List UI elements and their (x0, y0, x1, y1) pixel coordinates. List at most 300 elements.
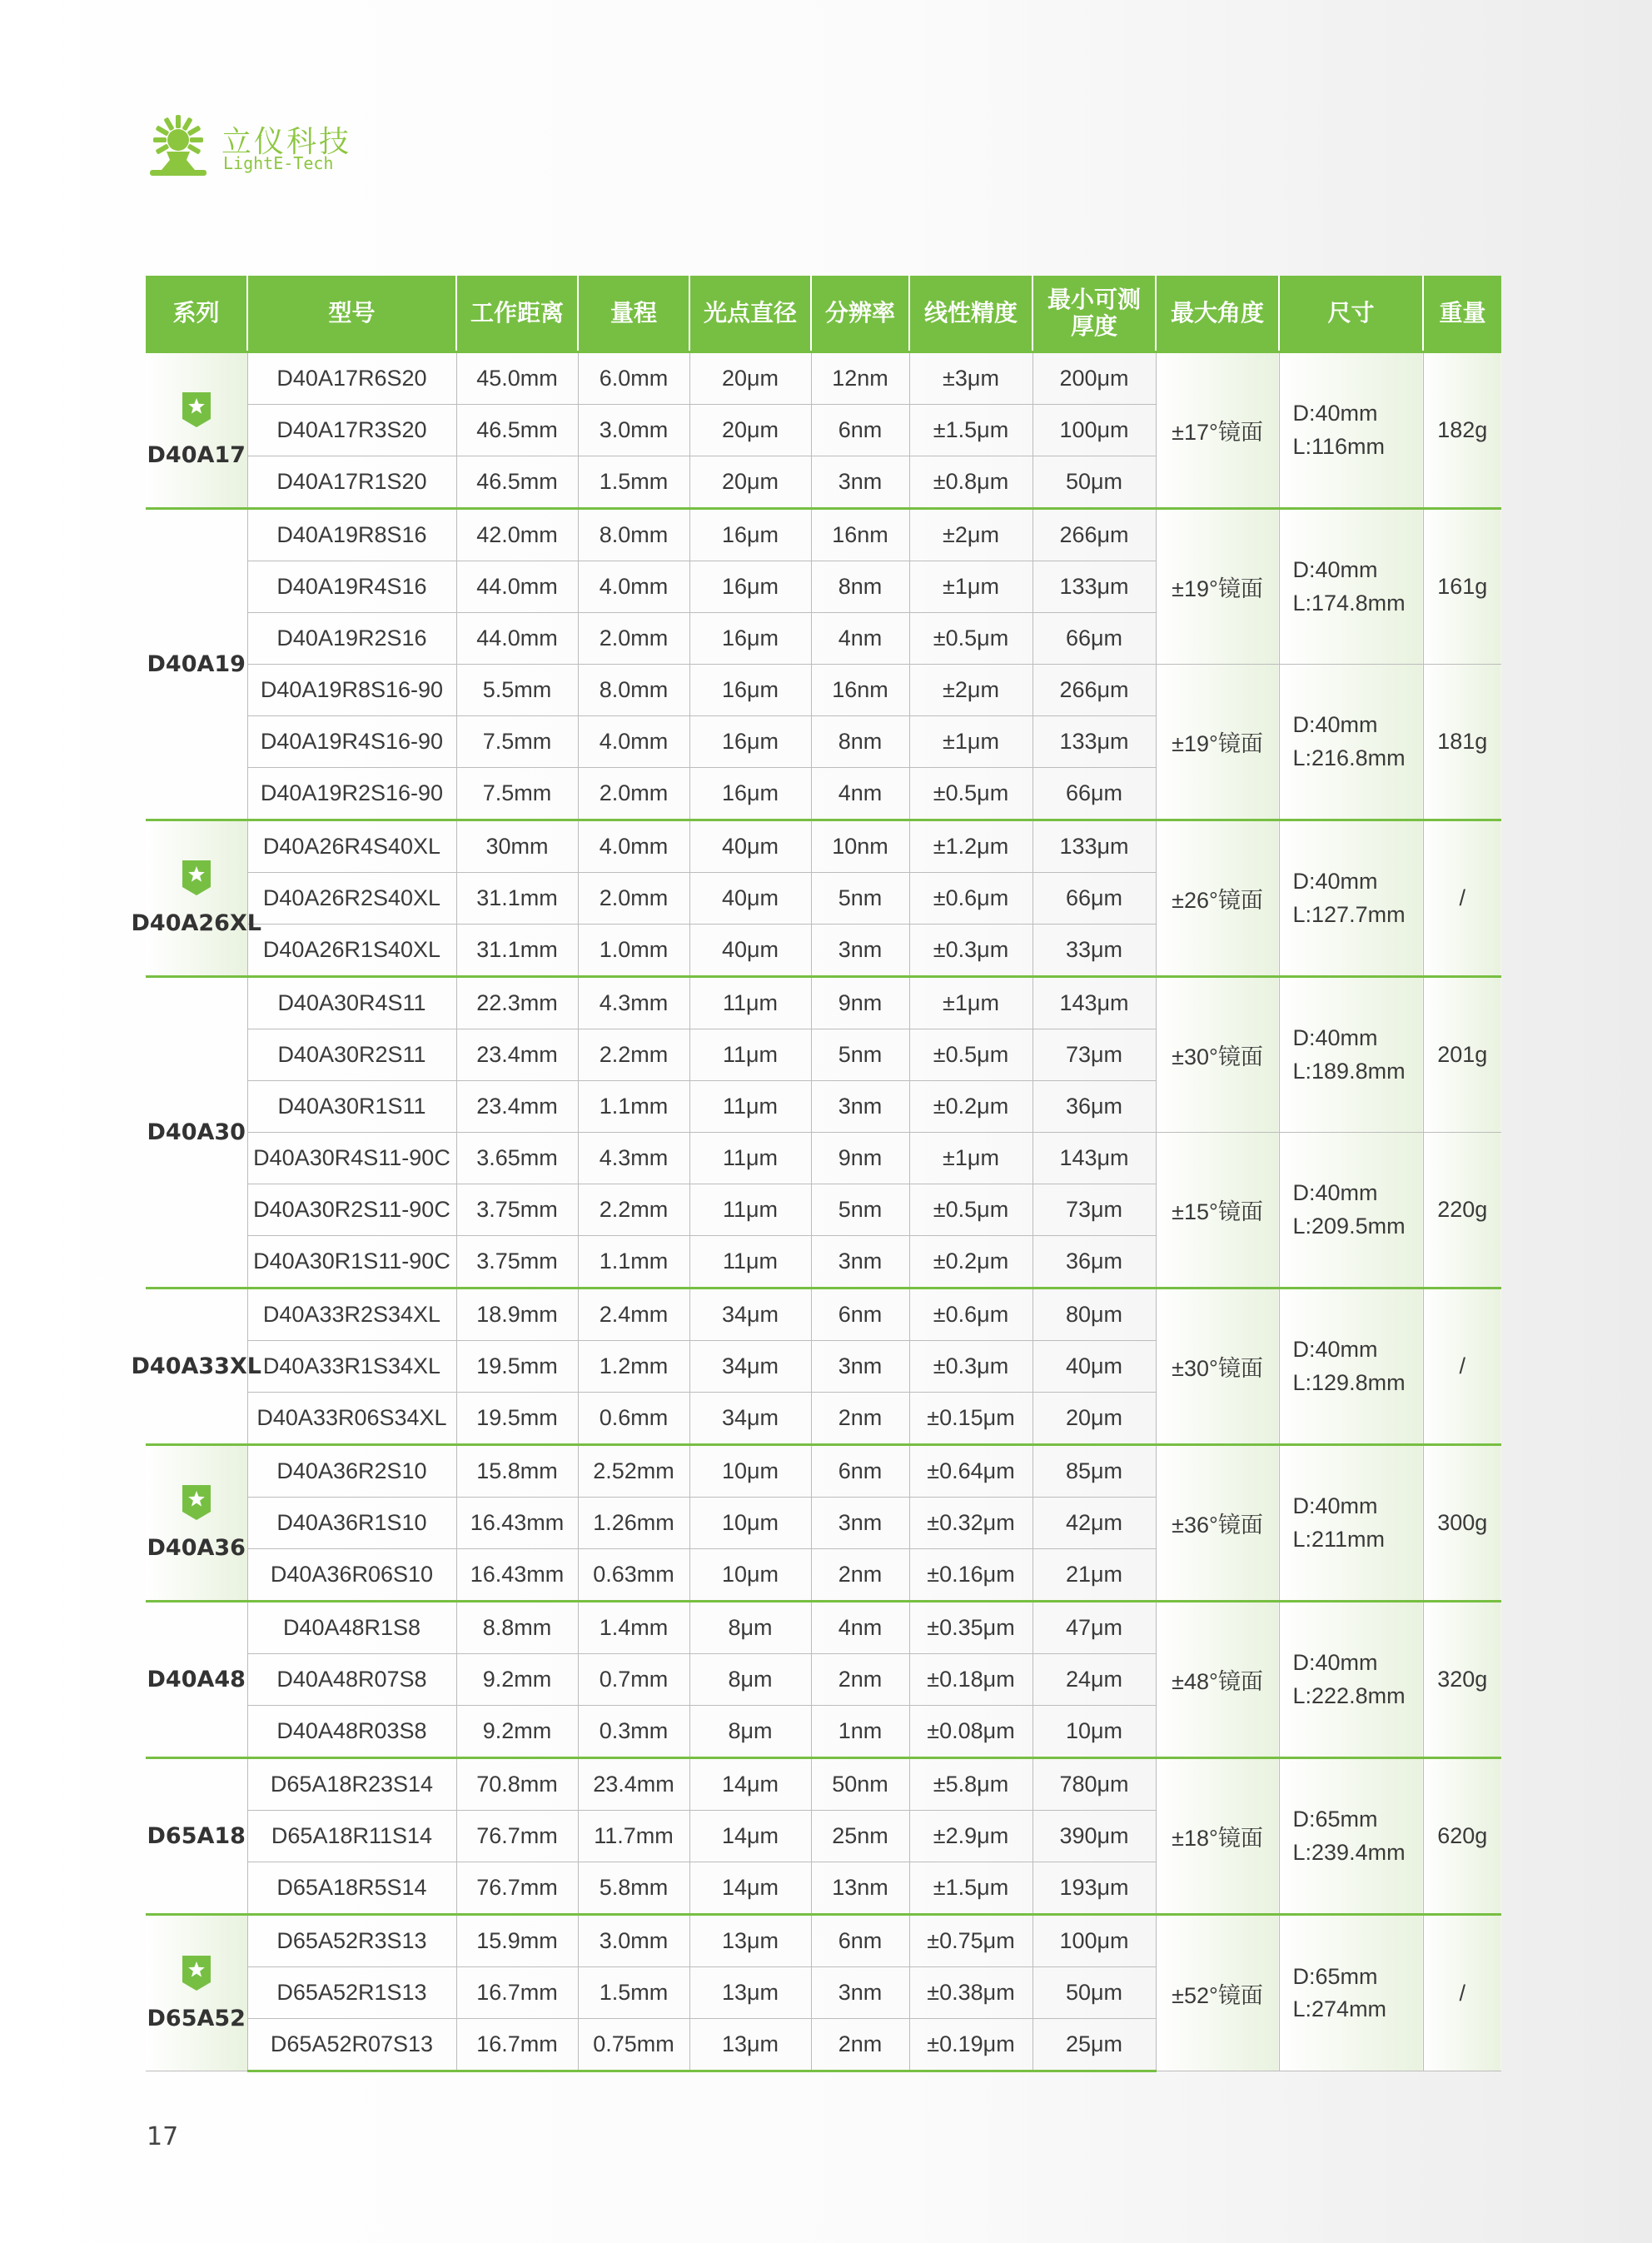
spot-diameter-cell: 13μm (689, 1967, 811, 2019)
range-cell: 1.2mm (578, 1341, 689, 1393)
linearity-cell: ±0.6μm (909, 873, 1032, 925)
header-series: 系列 (146, 276, 247, 352)
series-cell (131, 820, 261, 977)
series-cell (146, 1915, 247, 2071)
weight-cell: 320g (1423, 1602, 1501, 1758)
spot-diameter-cell: 16μm (689, 665, 811, 716)
series-name: D40A33XL (131, 1353, 261, 1379)
header-model: 型号 (247, 276, 456, 352)
min-thickness-cell: 193μm (1032, 1862, 1156, 1915)
header-size: 尺寸 (1279, 276, 1423, 352)
spot-diameter-cell: 34μm (689, 1341, 811, 1393)
min-thickness-cell: 10μm (1032, 1706, 1156, 1758)
sensor-spec-table (131, 276, 1501, 2072)
header-min-thickness-line1: 最小可测 (1047, 285, 1141, 313)
range-cell: 0.6mm (578, 1393, 689, 1445)
size-length: L:216.8mm (1292, 745, 1406, 770)
linearity-cell: ±0.64μm (909, 1445, 1032, 1498)
resolution-cell: 3nm (811, 1967, 909, 2019)
spot-diameter-cell: 8μm (689, 1602, 811, 1654)
series-cell (146, 1758, 247, 1915)
min-thickness-cell: 47μm (1032, 1602, 1156, 1654)
max-angle-cell: ±30°镜面 (1156, 977, 1279, 1133)
max-angle-cell: ±36°镜面 (1156, 1445, 1279, 1602)
model-cell: D40A30R2S11 (247, 1029, 456, 1081)
spot-diameter-cell: 13μm (689, 2019, 811, 2071)
working-distance-cell: 16.7mm (456, 1967, 578, 2019)
range-cell: 23.4mm (578, 1758, 689, 1811)
spot-diameter-cell: 16μm (689, 509, 811, 561)
size-length: L:127.7mm (1292, 901, 1406, 927)
resolution-cell: 10nm (811, 820, 909, 873)
range-cell: 2.0mm (578, 873, 689, 925)
star-badge-icon (182, 392, 211, 427)
range-cell: 5.8mm (578, 1862, 689, 1915)
model-cell: D40A19R2S16 (247, 613, 456, 665)
max-angle-cell: ±52°镜面 (1156, 1915, 1279, 2071)
weight-cell: 220g (1423, 1133, 1501, 1288)
weight-cell: / (1423, 1915, 1501, 2071)
size-diameter: D:40mm (1292, 869, 1378, 895)
max-angle-cell: ±19°镜面 (1156, 665, 1279, 820)
size-diameter: D:40mm (1292, 1337, 1378, 1363)
model-cell: D40A19R4S16-90 (247, 716, 456, 768)
range-cell: 3.0mm (578, 405, 689, 456)
series-name: D40A30 (147, 1119, 246, 1145)
range-cell: 11.7mm (578, 1811, 689, 1862)
table-row (146, 509, 1501, 561)
header-min-thickness-line2: 厚度 (1070, 312, 1117, 340)
model-cell: D65A52R3S13 (247, 1915, 456, 1967)
resolution-cell: 8nm (811, 716, 909, 768)
spot-diameter-cell: 11μm (689, 1081, 811, 1133)
size-cell (1279, 1133, 1423, 1288)
resolution-cell: 4nm (811, 1602, 909, 1654)
size-cell (1279, 665, 1423, 820)
size-cell (1279, 352, 1423, 509)
spot-diameter-cell: 14μm (689, 1862, 811, 1915)
range-cell: 1.4mm (578, 1602, 689, 1654)
resolution-cell: 2nm (811, 1549, 909, 1602)
min-thickness-cell: 36μm (1032, 1236, 1156, 1288)
header-spot-diameter: 光点直径 (689, 276, 811, 352)
model-cell: D40A30R1S11 (247, 1081, 456, 1133)
min-thickness-cell: 66μm (1032, 873, 1156, 925)
min-thickness-cell: 20μm (1032, 1393, 1156, 1445)
min-thickness-cell: 50μm (1032, 1967, 1156, 2019)
resolution-cell: 6nm (811, 1445, 909, 1498)
range-cell: 1.26mm (578, 1498, 689, 1549)
page-number: 17 (147, 2122, 179, 2151)
resolution-cell: 6nm (811, 1915, 909, 1967)
range-cell: 0.63mm (578, 1549, 689, 1602)
weight-cell: 300g (1423, 1445, 1501, 1602)
working-distance-cell: 3.65mm (456, 1133, 578, 1184)
working-distance-cell: 30mm (456, 820, 578, 873)
table-row (146, 1758, 1501, 1811)
min-thickness-cell: 133μm (1032, 561, 1156, 613)
star-badge-icon (182, 1485, 211, 1520)
model-cell: D65A52R1S13 (247, 1967, 456, 2019)
min-thickness-cell: 780μm (1032, 1758, 1156, 1811)
working-distance-cell: 76.7mm (456, 1811, 578, 1862)
resolution-cell: 25nm (811, 1811, 909, 1862)
table-row (146, 352, 1501, 405)
table-row (146, 1288, 1501, 1341)
resolution-cell: 6nm (811, 1288, 909, 1341)
min-thickness-cell: 40μm (1032, 1341, 1156, 1393)
spot-diameter-cell: 20μm (689, 405, 811, 456)
size-diameter: D:40mm (1292, 1650, 1378, 1676)
table-header-row (146, 276, 1501, 352)
size-length: L:189.8mm (1292, 1058, 1406, 1084)
weight-cell: 620g (1423, 1758, 1501, 1915)
resolution-cell: 9nm (811, 1133, 909, 1184)
star-badge-icon (182, 1956, 211, 1991)
range-cell: 2.0mm (578, 768, 689, 820)
size-cell (1279, 509, 1423, 665)
series-name: D65A18 (147, 1823, 246, 1849)
table-row (146, 1445, 1501, 1498)
series-cell (146, 1445, 247, 1602)
resolution-cell: 16nm (811, 665, 909, 716)
linearity-cell: ±0.15μm (909, 1393, 1032, 1445)
spot-diameter-cell: 40μm (689, 820, 811, 873)
spot-diameter-cell: 11μm (689, 1236, 811, 1288)
linearity-cell: ±5.8μm (909, 1758, 1032, 1811)
series-name: D65A52 (147, 2005, 246, 2031)
linearity-cell: ±3μm (909, 352, 1032, 405)
model-cell: D40A36R2S10 (247, 1445, 456, 1498)
size-diameter: D:40mm (1292, 1025, 1378, 1051)
series-name: D40A48 (147, 1667, 246, 1692)
size-diameter: D:65mm (1292, 1807, 1378, 1832)
size-cell (1279, 1288, 1423, 1445)
min-thickness-cell: 24μm (1032, 1654, 1156, 1706)
spot-diameter-cell: 40μm (689, 873, 811, 925)
weight-cell: 161g (1423, 509, 1501, 665)
range-cell: 8.0mm (578, 509, 689, 561)
min-thickness-cell: 85μm (1032, 1445, 1156, 1498)
max-angle-cell: ±18°镜面 (1156, 1758, 1279, 1915)
resolution-cell: 3nm (811, 1341, 909, 1393)
series-name: D40A17 (147, 442, 246, 468)
working-distance-cell: 15.9mm (456, 1915, 578, 1967)
max-angle-cell: ±30°镜面 (1156, 1288, 1279, 1445)
resolution-cell: 3nm (811, 1498, 909, 1549)
range-cell: 1.0mm (578, 925, 689, 977)
working-distance-cell: 9.2mm (456, 1654, 578, 1706)
linearity-cell: ±0.08μm (909, 1706, 1032, 1758)
size-length: L:209.5mm (1292, 1213, 1406, 1239)
model-cell: D40A19R8S16 (247, 509, 456, 561)
size-diameter: D:65mm (1292, 1963, 1378, 1989)
spot-diameter-cell: 16μm (689, 561, 811, 613)
linearity-cell: ±2.9μm (909, 1811, 1032, 1862)
range-cell: 0.7mm (578, 1654, 689, 1706)
table-row (146, 1915, 1501, 1967)
header-resolution: 分辨率 (811, 276, 909, 352)
sun-logo-icon (147, 113, 210, 180)
working-distance-cell: 16.43mm (456, 1549, 578, 1602)
series-cell (146, 509, 247, 820)
header-weight: 重量 (1423, 276, 1501, 352)
working-distance-cell: 8.8mm (456, 1602, 578, 1654)
model-cell: D40A33R1S34XL (247, 1341, 456, 1393)
max-angle-cell: ±15°镜面 (1156, 1133, 1279, 1288)
series-name: D40A36 (147, 1535, 246, 1561)
working-distance-cell: 15.8mm (456, 1445, 578, 1498)
model-cell: D40A30R2S11-90C (247, 1184, 456, 1236)
range-cell: 4.0mm (578, 716, 689, 768)
resolution-cell: 16nm (811, 509, 909, 561)
linearity-cell: ±0.5μm (909, 768, 1032, 820)
resolution-cell: 13nm (811, 1862, 909, 1915)
model-cell: D65A18R5S14 (247, 1862, 456, 1915)
range-cell: 1.1mm (578, 1081, 689, 1133)
working-distance-cell: 44.0mm (456, 561, 578, 613)
range-cell: 4.3mm (578, 977, 689, 1029)
spot-diameter-cell: 13μm (689, 1915, 811, 1967)
spot-diameter-cell: 8μm (689, 1706, 811, 1758)
min-thickness-cell: 100μm (1032, 405, 1156, 456)
working-distance-cell: 46.5mm (456, 405, 578, 456)
min-thickness-cell: 33μm (1032, 925, 1156, 977)
working-distance-cell: 23.4mm (456, 1029, 578, 1081)
brand-name-cn: 立仪科技 (221, 125, 352, 159)
size-length: L:129.8mm (1292, 1369, 1406, 1395)
resolution-cell: 9nm (811, 977, 909, 1029)
size-cell (1279, 820, 1423, 977)
resolution-cell: 3nm (811, 1081, 909, 1133)
min-thickness-cell: 390μm (1032, 1811, 1156, 1862)
brand-logo (147, 113, 363, 180)
weight-cell: 182g (1423, 352, 1501, 509)
min-thickness-cell: 133μm (1032, 820, 1156, 873)
working-distance-cell: 7.5mm (456, 716, 578, 768)
model-cell: D40A26R4S40XL (247, 820, 456, 873)
size-length: L:116mm (1292, 433, 1386, 459)
weight-cell: / (1423, 1288, 1501, 1445)
resolution-cell: 4nm (811, 613, 909, 665)
working-distance-cell: 9.2mm (456, 1706, 578, 1758)
size-cell (1279, 1602, 1423, 1758)
model-cell: D40A48R1S8 (247, 1602, 456, 1654)
range-cell: 0.75mm (578, 2019, 689, 2071)
working-distance-cell: 46.5mm (456, 456, 578, 509)
spot-diameter-cell: 10μm (689, 1549, 811, 1602)
working-distance-cell: 16.43mm (456, 1498, 578, 1549)
min-thickness-cell: 266μm (1032, 509, 1156, 561)
working-distance-cell: 42.0mm (456, 509, 578, 561)
spot-diameter-cell: 11μm (689, 1133, 811, 1184)
min-thickness-cell: 73μm (1032, 1184, 1156, 1236)
linearity-cell: ±0.35μm (909, 1602, 1032, 1654)
header-working-distance: 工作距离 (456, 276, 578, 352)
range-cell: 8.0mm (578, 665, 689, 716)
working-distance-cell: 5.5mm (456, 665, 578, 716)
working-distance-cell: 22.3mm (456, 977, 578, 1029)
series-cell (146, 1602, 247, 1758)
linearity-cell: ±0.19μm (909, 2019, 1032, 2071)
linearity-cell: ±1μm (909, 977, 1032, 1029)
header-max-angle: 最大角度 (1156, 276, 1279, 352)
working-distance-cell: 45.0mm (456, 352, 578, 405)
series-name: D40A19 (147, 651, 246, 677)
range-cell: 2.0mm (578, 613, 689, 665)
model-cell: D40A33R06S34XL (247, 1393, 456, 1445)
model-cell: D40A36R1S10 (247, 1498, 456, 1549)
working-distance-cell: 44.0mm (456, 613, 578, 665)
size-length: L:222.8mm (1292, 1682, 1406, 1708)
linearity-cell: ±0.32μm (909, 1498, 1032, 1549)
model-cell: D40A48R03S8 (247, 1706, 456, 1758)
model-cell: D65A18R23S14 (247, 1758, 456, 1811)
resolution-cell: 50nm (811, 1758, 909, 1811)
linearity-cell: ±0.2μm (909, 1081, 1032, 1133)
working-distance-cell: 16.7mm (456, 2019, 578, 2071)
spot-diameter-cell: 10μm (689, 1445, 811, 1498)
spot-diameter-cell: 20μm (689, 352, 811, 405)
range-cell: 2.2mm (578, 1029, 689, 1081)
table-row (146, 665, 1501, 716)
table-row (146, 1133, 1501, 1184)
size-diameter: D:40mm (1292, 712, 1378, 738)
weight-cell: 201g (1423, 977, 1501, 1133)
resolution-cell: 12nm (811, 352, 909, 405)
spot-diameter-cell: 40μm (689, 925, 811, 977)
spot-diameter-cell: 14μm (689, 1758, 811, 1811)
min-thickness-cell: 66μm (1032, 768, 1156, 820)
size-cell (1279, 1758, 1423, 1915)
size-length: L:274mm (1292, 1996, 1387, 2021)
resolution-cell: 1nm (811, 1706, 909, 1758)
linearity-cell: ±2μm (909, 665, 1032, 716)
size-diameter: D:40mm (1292, 1180, 1378, 1206)
linearity-cell: ±0.75μm (909, 1915, 1032, 1967)
working-distance-cell: 70.8mm (456, 1758, 578, 1811)
model-cell: D40A26R1S40XL (247, 925, 456, 977)
model-cell: D40A30R1S11-90C (247, 1236, 456, 1288)
size-diameter: D:40mm (1292, 401, 1378, 426)
working-distance-cell: 3.75mm (456, 1184, 578, 1236)
min-thickness-cell: 133μm (1032, 716, 1156, 768)
model-cell: D65A52R07S13 (247, 2019, 456, 2071)
table-body (131, 352, 1501, 2071)
linearity-cell: ±1.5μm (909, 405, 1032, 456)
spot-diameter-cell: 16μm (689, 716, 811, 768)
size-cell (1279, 1915, 1423, 2071)
linearity-cell: ±2μm (909, 509, 1032, 561)
working-distance-cell: 31.1mm (456, 873, 578, 925)
linearity-cell: ±1μm (909, 716, 1032, 768)
model-cell: D40A17R6S20 (247, 352, 456, 405)
resolution-cell: 5nm (811, 1029, 909, 1081)
working-distance-cell: 18.9mm (456, 1288, 578, 1341)
header-range: 量程 (578, 276, 689, 352)
size-length: L:174.8mm (1292, 590, 1406, 616)
resolution-cell: 2nm (811, 1654, 909, 1706)
header-linearity: 线性精度 (909, 276, 1032, 352)
series-cell (131, 1288, 261, 1445)
min-thickness-cell: 80μm (1032, 1288, 1156, 1341)
min-thickness-cell: 36μm (1032, 1081, 1156, 1133)
resolution-cell: 2nm (811, 2019, 909, 2071)
series-cell (146, 977, 247, 1288)
spot-diameter-cell: 8μm (689, 1654, 811, 1706)
resolution-cell: 4nm (811, 768, 909, 820)
min-thickness-cell: 25μm (1032, 2019, 1156, 2071)
table-row (146, 977, 1501, 1029)
linearity-cell: ±1.5μm (909, 1862, 1032, 1915)
linearity-cell: ±0.3μm (909, 925, 1032, 977)
working-distance-cell: 23.4mm (456, 1081, 578, 1133)
table-row (146, 820, 1501, 873)
working-distance-cell: 3.75mm (456, 1236, 578, 1288)
series-name: D40A26XL (131, 910, 261, 936)
model-cell: D40A19R8S16-90 (247, 665, 456, 716)
max-angle-cell: ±19°镜面 (1156, 509, 1279, 665)
range-cell: 2.4mm (578, 1288, 689, 1341)
range-cell: 2.52mm (578, 1445, 689, 1498)
size-length: L:239.4mm (1292, 1839, 1406, 1865)
spot-diameter-cell: 11μm (689, 977, 811, 1029)
working-distance-cell: 19.5mm (456, 1393, 578, 1445)
spot-diameter-cell: 34μm (689, 1393, 811, 1445)
weight-cell: 181g (1423, 665, 1501, 820)
linearity-cell: ±0.3μm (909, 1341, 1032, 1393)
min-thickness-cell: 66μm (1032, 613, 1156, 665)
min-thickness-cell: 42μm (1032, 1498, 1156, 1549)
linearity-cell: ±0.6μm (909, 1288, 1032, 1341)
model-cell: D40A36R06S10 (247, 1549, 456, 1602)
min-thickness-cell: 200μm (1032, 352, 1156, 405)
spot-diameter-cell: 16μm (689, 613, 811, 665)
working-distance-cell: 31.1mm (456, 925, 578, 977)
star-badge-icon (182, 860, 211, 895)
linearity-cell: ±0.18μm (909, 1654, 1032, 1706)
model-cell: D40A33R2S34XL (247, 1288, 456, 1341)
range-cell: 6.0mm (578, 352, 689, 405)
min-thickness-cell: 100μm (1032, 1915, 1156, 1967)
min-thickness-cell: 143μm (1032, 977, 1156, 1029)
resolution-cell: 5nm (811, 873, 909, 925)
brand-name-en: LightE-Tech (223, 153, 334, 173)
resolution-cell: 3nm (811, 925, 909, 977)
linearity-cell: ±0.16μm (909, 1549, 1032, 1602)
model-cell: D40A19R4S16 (247, 561, 456, 613)
min-thickness-cell: 143μm (1032, 1133, 1156, 1184)
spot-diameter-cell: 11μm (689, 1184, 811, 1236)
size-diameter: D:40mm (1292, 1493, 1378, 1519)
linearity-cell: ±0.5μm (909, 1029, 1032, 1081)
spot-diameter-cell: 14μm (689, 1811, 811, 1862)
max-angle-cell: ±26°镜面 (1156, 820, 1279, 977)
working-distance-cell: 19.5mm (456, 1341, 578, 1393)
spot-diameter-cell: 11μm (689, 1029, 811, 1081)
range-cell: 3.0mm (578, 1915, 689, 1967)
model-cell: D40A26R2S40XL (247, 873, 456, 925)
header-min-thickness (1032, 276, 1156, 352)
max-angle-cell: ±48°镜面 (1156, 1602, 1279, 1758)
range-cell: 1.5mm (578, 456, 689, 509)
resolution-cell: 6nm (811, 405, 909, 456)
min-thickness-cell: 266μm (1032, 665, 1156, 716)
series-cell (146, 352, 247, 509)
model-cell: D40A30R4S11 (247, 977, 456, 1029)
min-thickness-cell: 21μm (1032, 1549, 1156, 1602)
resolution-cell: 3nm (811, 1236, 909, 1288)
